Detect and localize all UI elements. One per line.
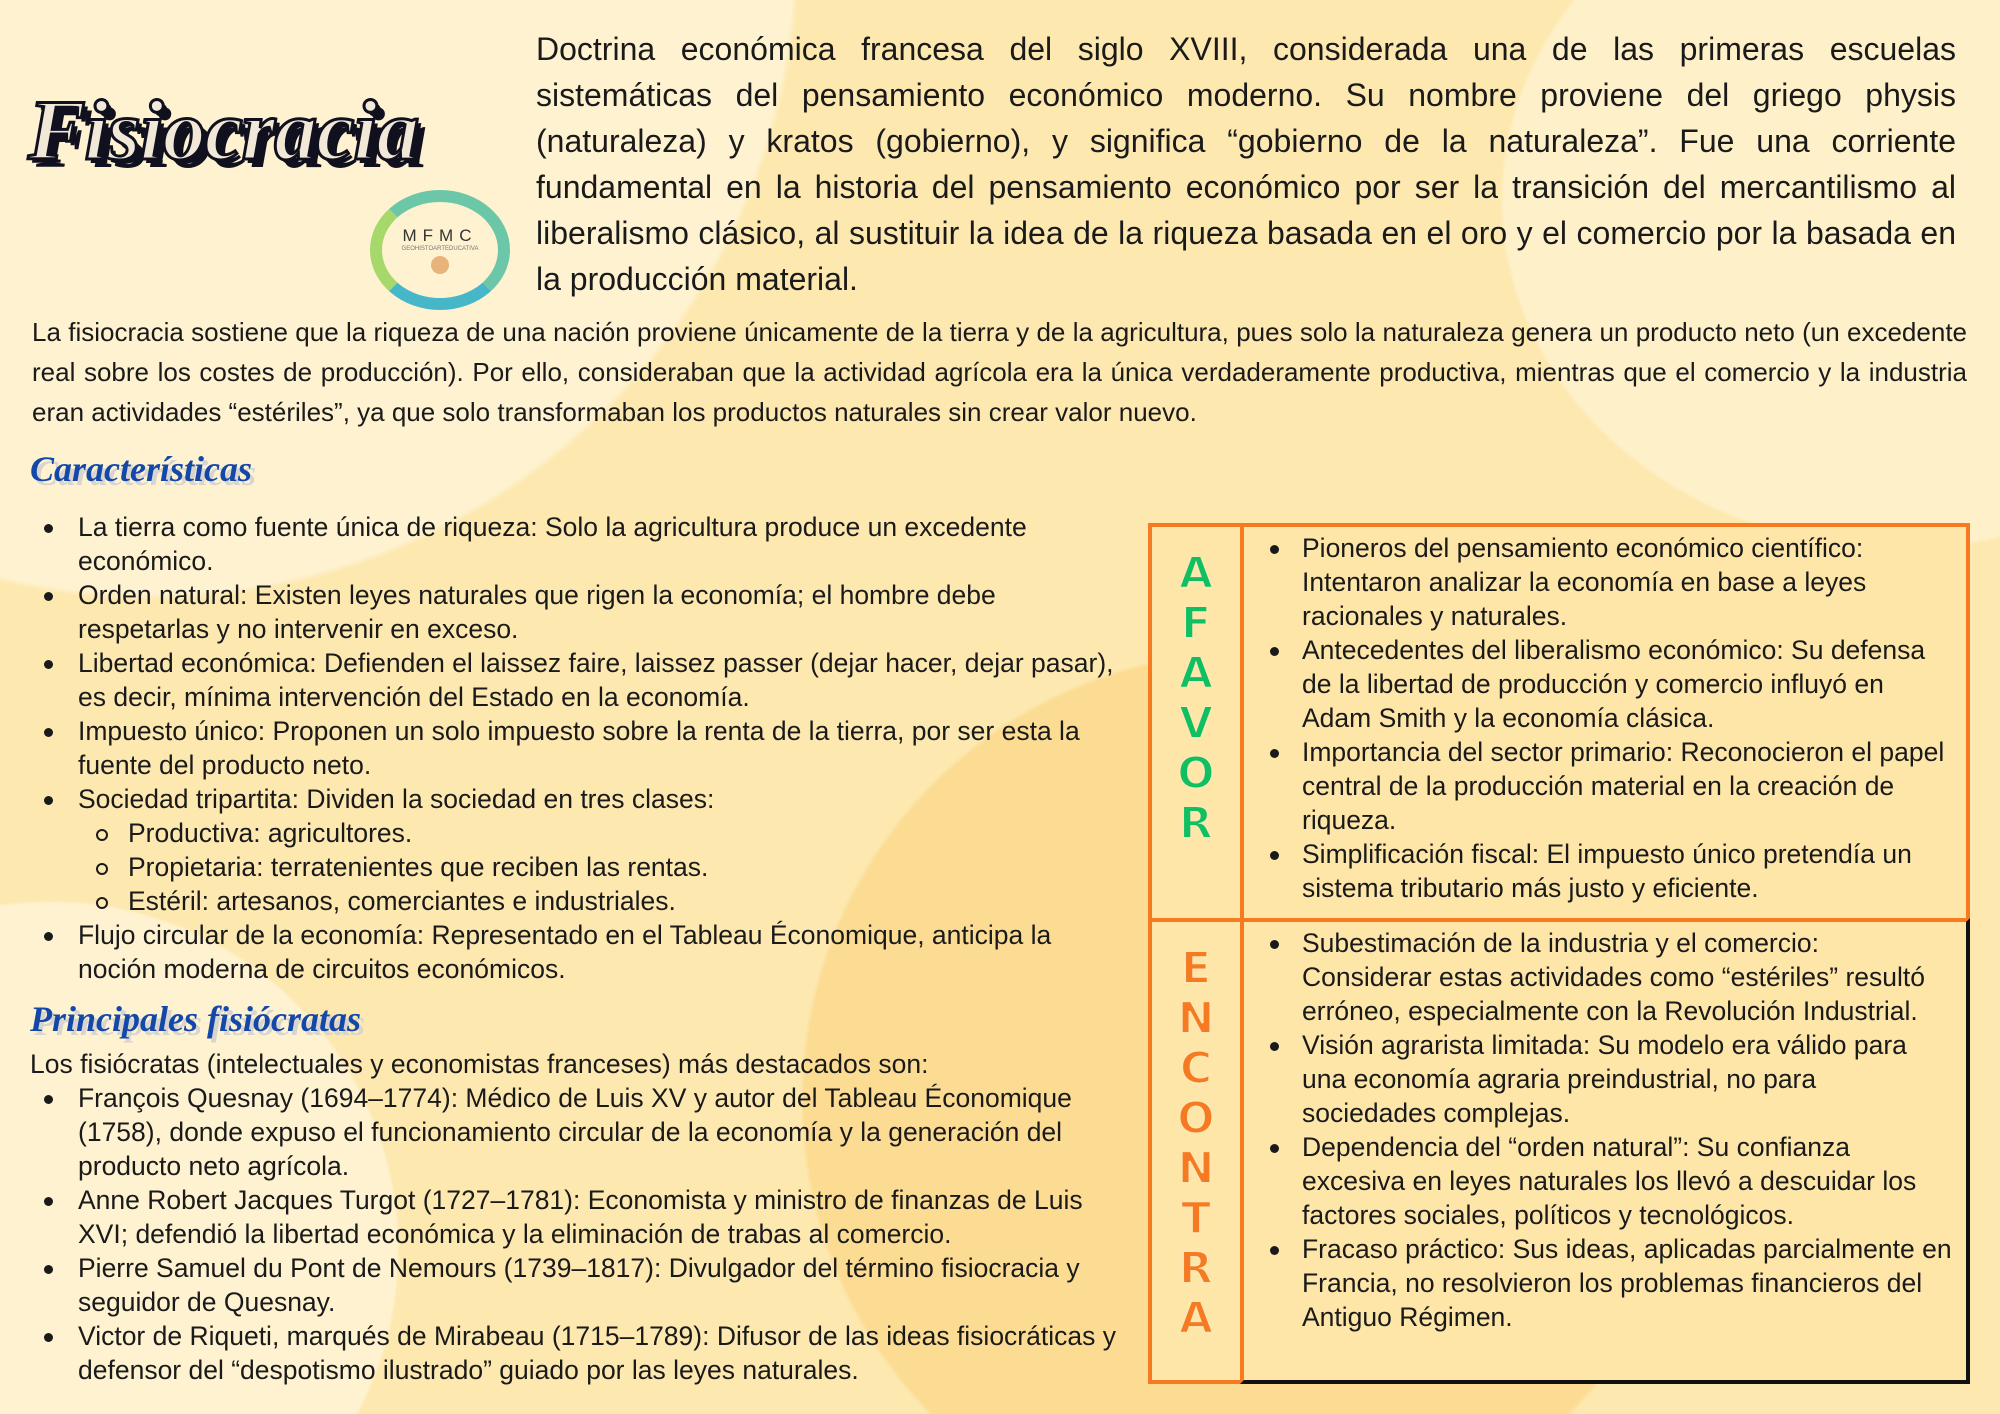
list-item: Sociedad tripartita: Dividen la sociedad en tres clases: — [30, 782, 1130, 816]
list-item: La tierra como fuente única de riqueza: Solo la agricultura produce un excedente económico. — [30, 510, 1130, 578]
afavor-label-letter: R — [1179, 798, 1213, 849]
list-item: Libertad económica: Defienden el laissez faire, laissez passer (dejar hacer, dejar pasar), es decir, mínima intervención del Estado en la economía. — [30, 646, 1130, 714]
afavor-item: Pioneros del pensamiento económico científico: Intentaron analizar la economía en base a leyes racionales y naturales. — [1254, 531, 1954, 633]
list-item: François Quesnay (1694–1774): Médico de Luis XV y autor del Tableau Économique (1758), donde expuso el funcionamiento circular de la economía y la generación del producto neto agrícola. — [30, 1081, 1140, 1183]
encontra-cell — [1240, 918, 1970, 1384]
encontra-item: Subestimación de la industria y el comercio: Considerar estas actividades como “estériles” resultó erróneo, especialmente con la Revolución Industrial. — [1254, 926, 1954, 1028]
logo — [370, 190, 510, 310]
encontra-label-letter: N — [1177, 993, 1215, 1044]
avatar-icon — [431, 256, 449, 274]
pros-cons-table — [1148, 523, 1970, 1384]
afavor-label-cell — [1148, 523, 1244, 922]
fisiocratas-heading: Principales fisiócratas — [30, 999, 361, 1039]
list-item: Pierre Samuel du Pont de Nemours (1739–1817): Divulgador del término fisiocracia y seguidor de Quesnay. — [30, 1251, 1140, 1319]
lead-paragraph: La fisiocracia sostiene que la riqueza de una nación proviene únicamente de la tierra y de la agricultura, pues solo la naturaleza genera un producto neto (un excedente real sobre los costes de producción). Por ello, consideraban que la actividad agrícola era la única verdaderamente productiva, mientras que el comercio y la industria eran actividades “estériles”, ya que solo transformaban los productos naturales sin crear valor nuevo. — [32, 317, 1967, 427]
sub-list-item: Estéril: artesanos, comerciantes e industriales. — [30, 884, 1130, 918]
afavor-cell — [1240, 523, 1970, 922]
encontra-label-letter: O — [1177, 1093, 1215, 1144]
caracteristicas-heading: Características — [30, 449, 252, 489]
list-item: Victor de Riqueti, marqués de Mirabeau (1715–1789): Difusor de las ideas fisiocráticas y defensor del “despotismo ilustrado” guiado por las leyes naturales. — [30, 1319, 1140, 1387]
encontra-label-letter: N — [1177, 1143, 1215, 1194]
list-item: Orden natural: Existen leyes naturales que rigen la economía; el hombre debe respetarlas y no intervenir en exceso. — [30, 578, 1130, 646]
encontra-item: Visión agrarista limitada: Su modelo era válido para una economía agraria preindustrial, no para sociedades complejas. — [1254, 1028, 1954, 1130]
afavor-item: Simplificación fiscal: El impuesto único pretendía un sistema tributario más justo y eficiente. — [1254, 837, 1954, 905]
afavor-item: Antecedentes del liberalismo económico: Su defensa de la libertad de producción y comercio influyó en Adam Smith y la economía clásica. — [1254, 633, 1954, 735]
encontra-label-letter: E — [1180, 943, 1212, 994]
afavor-label-letter: A — [1178, 648, 1214, 699]
intro-paragraph: Doctrina económica francesa del siglo XVIII, considerada una de las primeras escuelas sistemáticas del pensamiento económico moderno. Su nombre proviene del griego physis (naturaleza) y kratos (gobierno), y significa “gobierno de la naturaleza”. Fue una corriente fundamental en la historia del pensamiento económico por ser la transición del mercantilismo al liberalismo clásico, al sustituir la idea de la riqueza basada en el oro y el comercio por la basada en la producción material. — [536, 31, 1956, 297]
list-item: Impuesto único: Proponen un solo impuesto sobre la renta de la tierra, por ser esta la fuente del producto neto. — [30, 714, 1130, 782]
afavor-label-letter: O — [1177, 748, 1215, 799]
encontra-label — [1177, 944, 1214, 1344]
fisiocratas-intro: Los fisiócratas (intelectuales y economistas franceses) más destacados son: — [30, 1049, 929, 1079]
encontra-label-letter: T — [1180, 1193, 1211, 1244]
logo-initials: MFMC — [402, 226, 478, 245]
encontra-label-letter: C — [1179, 1043, 1213, 1094]
afavor-label-letter: F — [1180, 598, 1212, 649]
encontra-label-letter: R — [1179, 1243, 1213, 1294]
sub-list-item: Productiva: agricultores. — [30, 816, 1130, 850]
sub-list-item: Propietaria: terratenientes que reciben las rentas. — [30, 850, 1130, 884]
encontra-label-letter: A — [1178, 1293, 1214, 1344]
list-item: Flujo circular de la economía: Representado en el Tableau Économique, anticipa la noción moderna de circuitos económicos. — [30, 918, 1130, 986]
afavor-label-letter: V — [1178, 698, 1214, 749]
page-title: Fisiocracia — [28, 82, 419, 178]
logo-tagline: GEOHISTOARTEDUCATIVA — [401, 246, 479, 252]
encontra-item: Fracaso práctico: Sus ideas, aplicadas parcialmente en Francia, no resolvieron los problemas financieros del Antiguo Régimen. — [1254, 1232, 1954, 1334]
caracteristicas-list — [30, 510, 1130, 986]
afavor-label — [1177, 549, 1214, 849]
encontra-item: Dependencia del “orden natural”: Su confianza excesiva en leyes naturales los llevó a descuidar los factores sociales, políticos y tecnológicos. — [1254, 1130, 1954, 1232]
afavor-label-letter: A — [1178, 548, 1214, 599]
list-item: Anne Robert Jacques Turgot (1727–1781): Economista y ministro de finanzas de Luis XVI; defendió la libertad económica y la eliminación de trabas al comercio. — [30, 1183, 1140, 1251]
fisiocratas-list — [30, 1081, 1140, 1387]
afavor-item: Importancia del sector primario: Reconocieron el papel central de la producción material en la creación de riqueza. — [1254, 735, 1954, 837]
encontra-label-cell — [1148, 918, 1244, 1384]
